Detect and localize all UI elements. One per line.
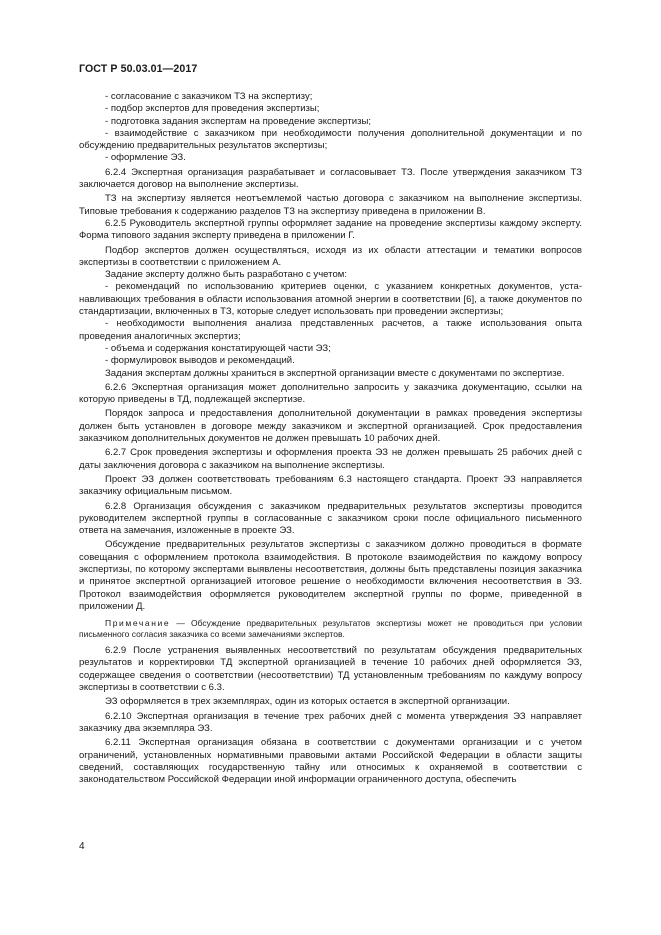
paragraph: ЭЗ оформляется в трех экземплярах, один из которых остается в экспертной организации. — [105, 696, 510, 708]
clause-6-2-6: 6.2.6 Экспертная организация может дополнительно запросить у заказчика документацию, ссылки на которую приведены в ТД, подлежащей экспертизе. — [79, 381, 582, 406]
paragraph: Задания экспертам должны храниться в экспертной организации вместе с документами по экспертизе. — [105, 367, 565, 379]
paragraph: Порядок запроса и предоставления дополнительной документации в рамках проведения экспертизы должен быть установлен в договоре между заказчиком и экспертной организацией. Срок предоставления заказчиком дополнительных документов не должен превышать 10 рабочих дней. — [79, 408, 582, 445]
clause-6-2-11: 6.2.11 Экспертная организация обязана в соответствии с документами организации и с учетом ограничений, установленных нормативными правовыми актами Российской Федерации в области защиты сведений, составляющих государственную тайну или относимых к охраняемой в соответствии с законодательством Российской Федерации иной информации ограниченного доступа, обеспечить — [79, 737, 582, 786]
standard-header: ГОСТ Р 50.03.01—2017 — [79, 63, 198, 75]
list-item: - необходимости выполнения анализа представленных расчетов, а также использования опыта проведения аналогичных экспертиз; — [79, 318, 582, 342]
list-item: - оформление ЭЗ. — [105, 152, 186, 164]
paragraph: Обсуждение предварительных результатов экспертизы с заказчиком должно проводиться в формате совещания с оформлением протокола взаимодействия. В протоколе взаимодействия по каждому вопросу экспертизы, по которому экспертами выявлены несоответствия, должны быть представлены позиция заказчика и принятое экспертной организацией итоговое решение о необходимости включения несоответствия в ЭЗ. Протокол взаимодействия оформляется руководителем экспертной группы по форме, приведенной в приложении Д. — [79, 539, 582, 612]
list-item: - подготовка задания экспертам на проведение экспертизы; — [105, 115, 371, 127]
clause-6-2-7: 6.2.7 Срок проведения экспертизы и оформления проекта ЭЗ не должен превышать 25 рабочих дней с даты заключения договора с заказчиком на выполнение экспертизы. — [79, 447, 582, 471]
clause-6-2-10: 6.2.10 Экспертная организация в течение трех рабочих дней с момента утверждения ЭЗ направляет заказчику два экземпляра ЭЗ. — [79, 710, 582, 734]
note — [79, 618, 582, 640]
paragraph: ТЗ на экспертизу является неотъемлемой частью договора с заказчиком на выполнение экспертизы. Типовые требования к содержанию разделов ТЗ на экспертизу приведена в приложении В. — [79, 193, 582, 217]
clause-6-2-8: 6.2.8 Организация обсуждения с заказчиком предварительных результатов экспертизы проводится руководителем экспертной группы в согласованные с заказчиком сроки после официального письменного ответа на замечания, изложенные в проекте ЭЗ. — [79, 500, 582, 537]
note-text: — Обсуждение предварительных результатов экспертизы может не проводиться при условии письменного согласия заказчика со всеми замечаниями экспертов. — [79, 618, 582, 640]
note-label: Примечание — [105, 618, 171, 629]
list-item: - подбор экспертов для проведения экспертизы; — [105, 103, 320, 115]
list-item: - рекомендаций по использованию критериев оценки, с указанием конкретных документов, устанавливающих требования в области использования атомной энергии в соответствии [6], а также документов по стандартизации, включенных в ТЗ, которые следует использовать при проведении экспертизы; — [79, 281, 582, 318]
list-item: - формулировок выводов и рекомендаций. — [105, 355, 295, 367]
list-item: - взаимодействие с заказчиком при необходимости получения дополнительной документации и по обсуждению предварительных результатов экспертизы; — [79, 127, 582, 152]
list-item: - согласование с заказчиком ТЗ на экспертизу; — [105, 91, 313, 102]
page-number: 4 — [79, 841, 85, 852]
body-text — [79, 91, 582, 786]
list-item: - объема и содержания констатирующей части ЭЗ; — [105, 342, 331, 354]
paragraph: Проект ЭЗ должен соответствовать требованиям 6.3 настоящего стандарта. Проект ЭЗ направляется заказчику официальным письмом. — [79, 473, 582, 498]
clause-6-2-5: 6.2.5 Руководитель экспертной группы оформляет задание на проведение экспертизы каждому эксперту. Форма типового задания эксперту приведена в приложении Г. — [79, 217, 582, 242]
clause-6-2-4: 6.2.4 Экспертная организация разрабатывает и согласовывает ТЗ. После утверждения заказчиком ТЗ заключается договор на выполнение экспертизы. — [79, 166, 582, 191]
paragraph: Задание эксперту должно быть разработано с учетом: — [105, 269, 347, 281]
clause-6-2-9: 6.2.9 После устранения выявленных несоответствий по результатам обсуждения предварительных результатов и корректировки ТД экспертной организацией в течение 10 рабочих дней оформляется ЭЗ, содержащее сведения о соответствии (несоответствии) ТД установленным требованиям по каждуму вопросу экспертизы в соответствии с 6.3. — [79, 645, 582, 694]
paragraph: Подбор экспертов должен осуществляться, исходя из их области аттестации и тематики вопросов экспертизы в соответствии с приложением А. — [79, 244, 582, 268]
